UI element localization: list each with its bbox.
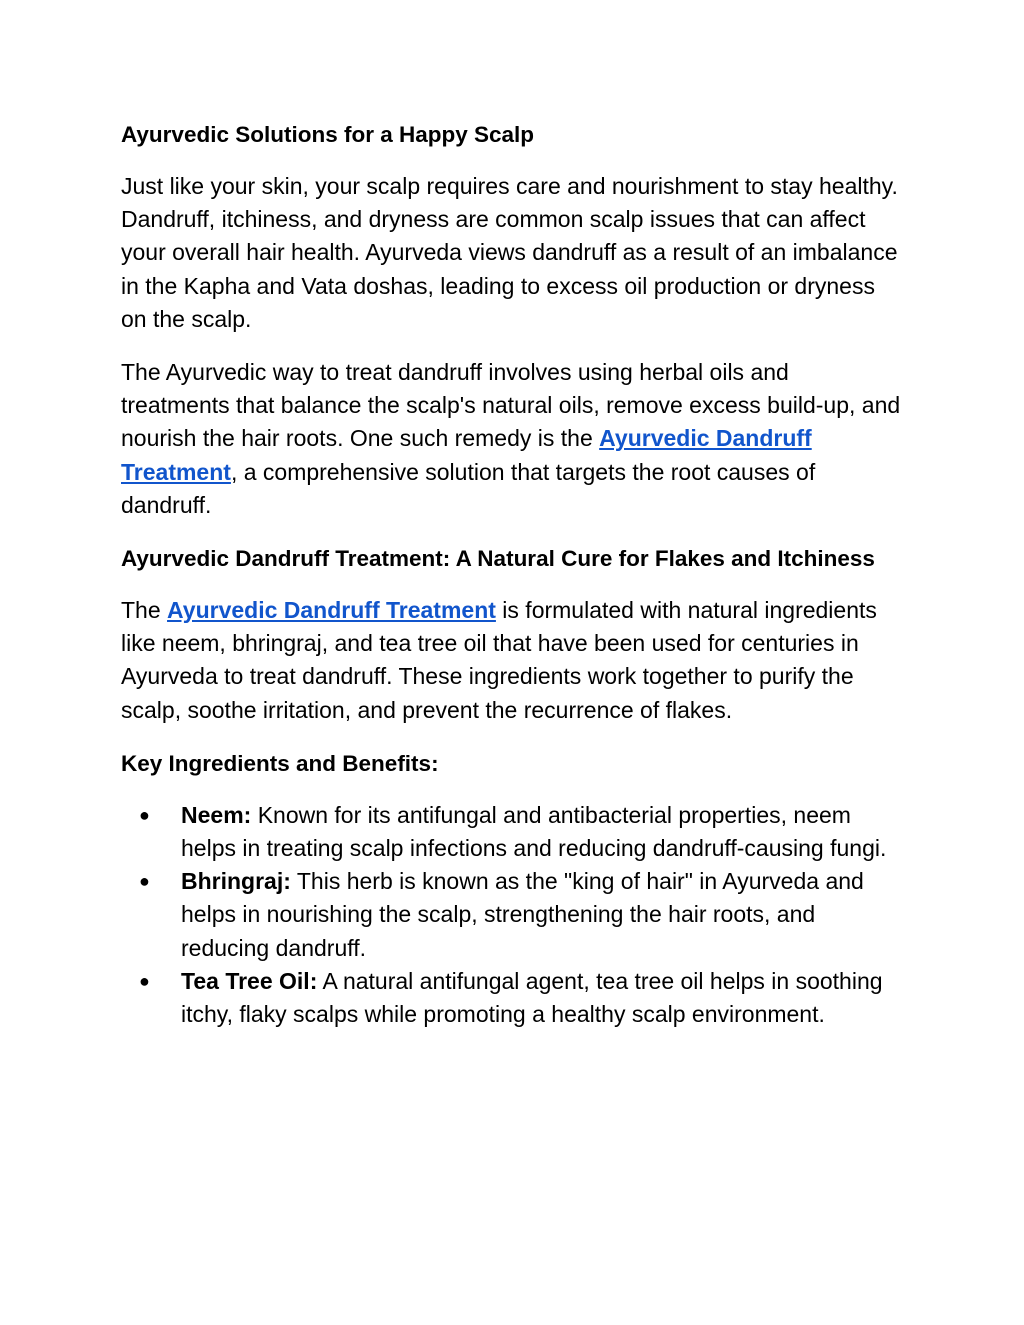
ingredient-term: Tea Tree Oil: xyxy=(181,967,318,994)
formulation-paragraph-text-after: is formulated with natural ingredients like neem, bhringraj, and tea tree oil that have been used for centuries in Ayurveda to treat dandruff. These ingredients work together to purify the scalp, soothe irritation, and prevent the recurrence of flakes. xyxy=(121,597,877,723)
ingredient-description: Known for its antifungal and antibacterial properties, neem helps in treating scalp infections and reducing dandruff-causing fungi. xyxy=(181,801,887,862)
ingredient-term: Neem: xyxy=(181,801,252,828)
treatment-paragraph-text-after: , a comprehensive solution that targets the root causes of dandruff. xyxy=(121,458,816,518)
intro-paragraph: Just like your skin, your scalp requires care and nourishment to stay healthy. Dandruff, itchiness, and dryness are common scalp issues that can affect your overall hair health. Ayurveda views dandruff as a result of an imbalance in the Kapha and Vata doshas, leading to excess oil production or dryness on the scalp. xyxy=(121,173,898,332)
bullet-icon: ● xyxy=(139,804,150,825)
treatment-paragraph-text-before: The Ayurvedic way to treat dandruff involves using herbal oils and treatments that balance the scalp's natural oils, remove excess build-up, and nourish the hair roots. One such remedy is the xyxy=(121,359,901,452)
section-heading-happy-scalp: Ayurvedic Solutions for a Happy Scalp xyxy=(121,122,535,147)
formulation-paragraph xyxy=(121,594,901,727)
formulation-paragraph-text-before: The xyxy=(121,597,168,624)
ayurvedic-dandruff-treatment-link-2[interactable]: Ayurvedic Dandruff Treatment xyxy=(167,597,496,624)
bullet-icon: ● xyxy=(139,970,150,991)
document-page xyxy=(121,118,901,1031)
ingredient-description: This herb is known as the "king of hair" in Ayurveda and helps in nourishing the scalp, strengthening the hair roots, and reducing dandruff. xyxy=(181,868,864,961)
ayurvedic-dandruff-treatment-link[interactable]: Ayurvedic Dandruff Treatment xyxy=(121,425,812,485)
section-heading-key-ingredients: Key Ingredients and Benefits: xyxy=(121,750,439,776)
ingredients-list xyxy=(121,799,901,1031)
list-item-bhringraj xyxy=(121,865,901,965)
section-heading-natural-cure: Ayurvedic Dandruff Treatment: A Natural Cure for Flakes and Itchiness xyxy=(121,546,875,572)
treatment-paragraph xyxy=(121,356,901,522)
ingredient-description: A natural antifungal agent, tea tree oil helps in soothing itchy, flaky scalps while promoting a healthy scalp environment. xyxy=(181,967,883,1028)
ingredient-term: Bhringraj: xyxy=(181,868,291,895)
list-item-neem xyxy=(121,799,901,865)
list-item-tea-tree-oil xyxy=(121,965,901,1031)
bullet-icon: ● xyxy=(139,871,150,892)
